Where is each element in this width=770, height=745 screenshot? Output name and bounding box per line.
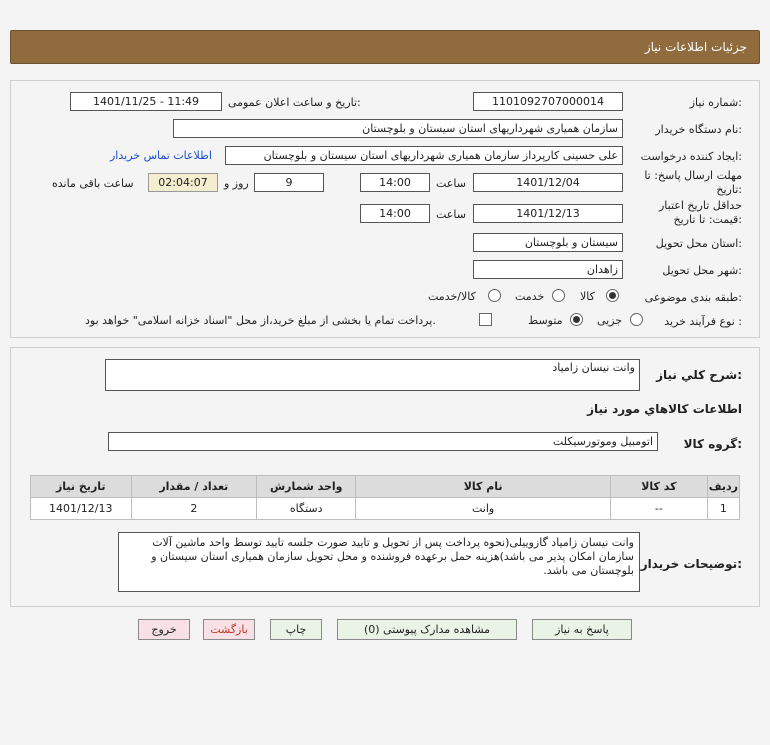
days-field: 9	[254, 173, 324, 192]
goods-group-field: اتومبیل وموتورسیکلت	[108, 432, 658, 451]
process-label: نوع فرآیند خرید :	[664, 315, 742, 328]
category-option-service: خدمت	[515, 290, 545, 303]
cell-unit: دستگاه	[257, 498, 356, 520]
attachments-button[interactable]: مشاهده مدارک پیوستی (0)	[337, 619, 517, 640]
need-number-field: 1101092707000014	[473, 92, 623, 111]
buyer-org-field: سازمان همیاری شهرداریهای استان سیستان و بلوچستان	[173, 119, 623, 138]
city-label: شهر محل تحویل:	[662, 264, 742, 277]
process-radio-medium[interactable]	[570, 313, 583, 326]
description-field: وانت نیسان زامیاد	[105, 359, 640, 391]
contact-buyer-link[interactable]: اطلاعات تماس خریدار	[110, 149, 212, 162]
col-quantity: تعداد / مقدار	[131, 476, 257, 498]
buyer-notes-field: وانت نیسان زامیاد گازوییلی(نحوه پرداخت پس از تحویل و تایید صورت جلسه تایید توسط واحد ماشین آلات سازمان امکان پذیر می باشد)هزینه حمل برعهده فروشنده و محل تحویل سازمان همیاری استان سیستان و بلوچستان می باشد.	[118, 532, 640, 592]
print-button[interactable]: چاپ	[270, 619, 322, 640]
buyer-org-label: نام دستگاه خریدار:	[655, 123, 742, 136]
goods-group-label: گروه کالا:	[683, 437, 742, 451]
announce-label: تاریخ و ساعت اعلان عمومی:	[228, 96, 361, 109]
category-option-goods: کالا	[580, 290, 595, 303]
validity-label: حداقل تاریخ اعتبار قیمت: تا تاریخ:	[658, 199, 742, 226]
back-button[interactable]: بازگشت	[203, 619, 255, 640]
goods-table	[30, 475, 740, 520]
province-field: سیستان و بلوچستان	[473, 233, 623, 252]
goods-section-title: اطلاعات کالاهاي مورد نياز	[587, 402, 742, 416]
announce-field: 1401/11/25 - 11:49	[70, 92, 222, 111]
buyer-notes-label: توضیحات خریدار:	[640, 557, 742, 571]
process-radio-minor[interactable]	[630, 313, 643, 326]
validity-time-field: 14:00	[360, 204, 430, 223]
category-radio-goods[interactable]	[606, 289, 619, 302]
process-option-medium: متوسط	[528, 314, 563, 327]
cell-item-name: وانت	[356, 498, 611, 520]
col-need-date: تاریخ نیاز	[31, 476, 132, 498]
remaining-label: ساعت باقی مانده	[52, 177, 134, 190]
creator-label: ایجاد کننده درخواست:	[640, 150, 742, 163]
deadline-time-field: 14:00	[360, 173, 430, 192]
process-option-minor: جزیی	[597, 314, 623, 327]
deadline-label: مهلت ارسال پاسخ: تا تاریخ:	[644, 169, 742, 196]
page-header	[10, 30, 760, 64]
page-title: جزئیات اطلاعات نیاز	[644, 40, 747, 54]
description-label: شرح کلي نياز:	[656, 368, 742, 382]
cell-quantity: 2	[131, 498, 257, 520]
reply-button[interactable]: پاسخ به نیاز	[532, 619, 632, 640]
category-radio-service[interactable]	[552, 289, 565, 302]
col-unit: واحد شمارش	[257, 476, 356, 498]
deadline-time-label: ساعت	[436, 177, 466, 190]
remaining-time-field: 02:04:07	[148, 173, 218, 192]
province-label: استان محل تحویل:	[655, 237, 742, 250]
cell-item-code: --	[610, 498, 707, 520]
col-item-code: کد کالا	[610, 476, 707, 498]
exit-button[interactable]: خروج	[138, 619, 190, 640]
deadline-date-field: 1401/12/04	[473, 173, 623, 192]
col-row-number: ردیف	[707, 476, 739, 498]
goods-table-header	[31, 476, 740, 498]
creator-field: علی حسینی کارپرداز سازمان همیاری شهرداریهای استان سیستان و بلوچستان	[225, 146, 623, 165]
treasury-payment-checkbox[interactable]	[479, 313, 492, 326]
validity-date-field: 1401/12/13	[473, 204, 623, 223]
category-option-goods-service: کالا/خدمت	[428, 290, 476, 303]
category-radio-goods-service[interactable]	[488, 289, 501, 302]
category-label: طبقه بندی موضوعی:	[644, 291, 742, 304]
treasury-payment-note: پرداخت تمام یا بخشی از مبلغ خرید،از محل "اسناد خزانه اسلامی" خواهد بود.	[85, 314, 436, 327]
table-row	[31, 498, 740, 520]
cell-need-date: 1401/12/13	[31, 498, 132, 520]
need-number-label: شماره نیاز:	[689, 96, 742, 109]
col-item-name: نام کالا	[356, 476, 611, 498]
validity-time-label: ساعت	[436, 208, 466, 221]
days-label: روز و	[224, 177, 249, 190]
cell-row-number: 1	[707, 498, 739, 520]
city-field: زاهدان	[473, 260, 623, 279]
